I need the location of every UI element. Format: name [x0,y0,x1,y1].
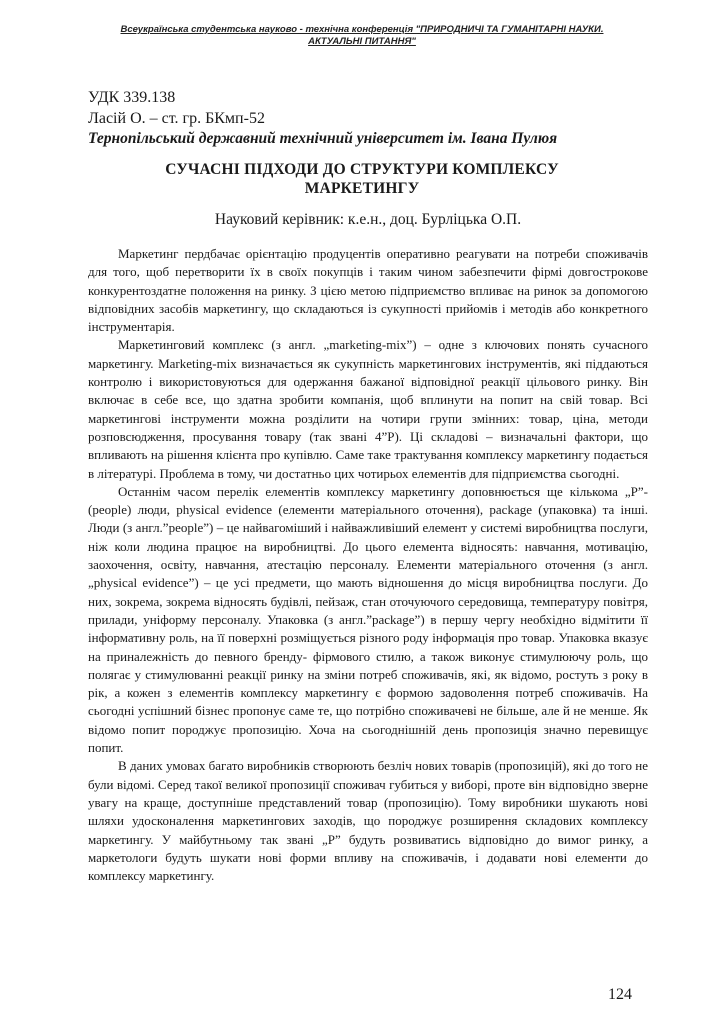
body-paragraph-3: Останнім часом перелік елементів комплексу маркетингу доповнюється ще кількома „Р”- (people) люди, physical evidence (елементи матеріального оточення), package (упаковка) та інші. Люди (з англ.”people”) – це найвагоміший і найважливіший елемент у системі виробництва послуги, ніж коли людина працює на виробництві. До цього елемента відносять: навчання, мотивацію, заохочення, освіту, навчання, атестацію персоналу. Елементи матеріального оточення (з англ. „physical evidence”) – це усі предмети, що мають відношення до місця виробництва послуги. До них, зокрема, зокрема відносять будівлі, пейзаж, стан оточуючого середовища, температуру повітря, прилади, уніформу персоналу. Упаковка (з англ.”package”) в першу чергу необхідно відмітити її інформативну роль, на її поверхні розміщується різного роду інформація про товар. Упаковка вказує на приналежність до певного бренду- фірмового стилю, а також виконує стимулюючу роль, що полягає у стимулюванні реакції ринку на зміни потреб споживачів, які, як відомо, ростуть з року в рік, а кожен з елементів комплексу маркетингу є формою задоволення потреб споживачів. На сьогодні успішний бізнес пропонує саме те, що потрібно споживачеві не більше, але й не менше. Як відомо попит породжує пропозицію. Хоча на сьогоднішній день пропозиція значно перевищує попит. [88,483,648,756]
article-title-line-2: МАРКЕТИНГУ [304,180,420,197]
conference-header-line-2: АКТУАЛЬНІ ПИТАННЯ" [308,36,416,47]
conference-header-line-1: Всеукраїнська студентська науково - технічна конференція "ПРИРОДНИЧІ ТА ГУМАНІТАРНІ НАУКИ. [120,24,604,35]
body-paragraph-1: Маркетинг пердбачає орієнтацію продуцентів оперативно реагувати на потреби споживачів для того, щоб перетворити їх в своїх покупців і таким чином забезпечити фірмі довгострокове конкурентоздатне положення на ринку. З цією метою підприємство впливає на ринок за допомогою відповідних засобів маркетингу, що складаються із сукупності прийомів і методів або конкретного інструментарія. [88,246,648,335]
article-title [120,160,604,198]
author-line: Ласій О. – ст. гр. БКмп-52 [88,109,265,127]
body-paragraph-4: В даних умовах багато виробників створюють безліч нових товарів (пропозицій), які до того не були відомі. Серед такої великої пропозиції споживач губиться у виборі, проте він відповідно зверне увагу на краще, доступніше представлений товар (пропозицію). Тому виробники шукають нові шляхи удосконалення маркетингових заходів, що породжує розширення складових комплексу маркетингу. У майбутньому так звані „Р” будуть розвиватись відповідно до вимог ринку, а маркетологи будуть шукати нові форми впливу на споживачів, і додавати нові елементи до комплексу маркетингу. [88,758,648,884]
article-body [88,245,648,885]
page-number: 124 [608,986,632,1003]
article-meta [88,88,648,150]
article-title-line-1: СУЧАСНІ ПІДХОДИ ДО СТРУКТУРИ КОМПЛЕКСУ [165,161,559,178]
udk-code: УДК 339.138 [88,89,176,106]
conference-header [80,24,644,48]
body-paragraph-2: Маркетинговий комплекс (з англ. „marketing-mix”) – одне з ключових понять сучасного маркетингу. Marketing-mix визначається як сукупність маркетингових інструментів, які піддаються контролю і використовуються для одержання бажаної відповідної реакції цільового ринку. Він включає в себе все, що здатна зробити компанія, щоб вплинути на попит на свій товар. Всі маркетингові інструменти можна розділити на чотири групи змінних: товар, ціна, методи розповсюдження, просування товару (так звані 4”P). Ці складові – визначальні фактори, що впливають на рішення клієнта про купівлю. Саме таке трактування комплексу маркетингу подається в літературі. Проблема в тому, чи достатньо цих чотирьох елементів для підприємства сьогодні. [88,337,648,481]
scientific-supervisor: Науковий керівник: к.е.н., доц. Бурліцька О.П. [214,211,522,228]
institution-line: Тернопільський державний технічний університет ім. Івана Пулюя [88,130,558,147]
